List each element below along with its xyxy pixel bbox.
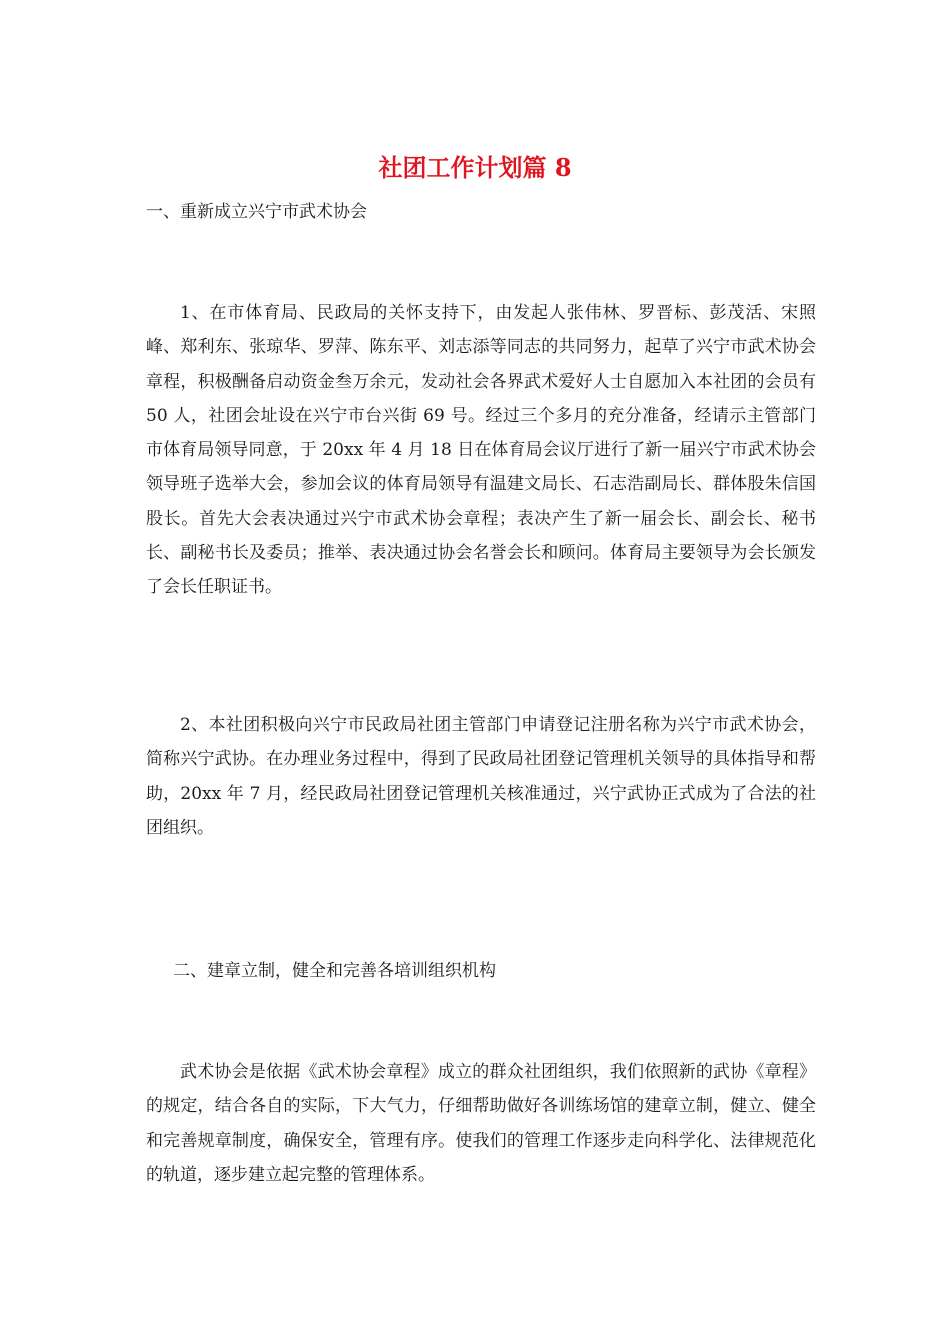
paragraph-2: 2、本社团积极向兴宁市民政局社团主管部门申请登记注册名称为兴宁市武术协会，简称兴宁武协。在办理业务过程中，得到了民政局社团登记管理机关领导的具体指导和帮助，20xx 年 7 月，经民政局社团登记管理机关核准通过，兴宁武协正式成为了合法的社团组织。 — [146, 715, 816, 838]
section-heading-1: 一、重新成立兴宁市武术协会 — [146, 202, 367, 222]
paragraph-1: 1、在市体育局、民政局的关怀支持下，由发起人张伟林、罗晋标、彭茂活、宋照峰、郑利东、张琼华、罗萍、陈东平、刘志添等同志的共同努力，起草了兴宁市武术协会章程，积极酬备启动资金叁万余元，发动社会各界武术爱好人士自愿加入本社团的会员有 50 人，社团会址设在兴宁市台兴街 69 号。经过三个多月的充分准备，经请示主管部门市体育局领导同意，于 20xx 年 4 月 18 日在体育局会议厅进行了新一届兴宁市武术协会领导班子选举大会，参加会议的体育局领导有温建文局长、石志浩副局长、群体股朱信国股长。首先大会表决通过兴宁市武术协会章程；表决产生了新一届会长、副会长、秘书长、副秘书长及委员；推举、表决通过协会名誉会长和顾问。体育局主要领导为会长颁发了会长任职证书。 — [146, 303, 816, 598]
document-title: 社团工作计划篇 8 — [378, 153, 572, 182]
paragraph-3: 武术协会是依据《武术协会章程》成立的群众社团组织，我们依照新的武协《章程》的规定，结合各自的实际，下大气力，仔细帮助做好各训练场馆的建章立制，健立、健全和完善规章制度，确保安全，管理有序。使我们的管理工作逐步走向科学化、法律规范化的轨道，逐步建立起完整的管理体系。 — [146, 1062, 816, 1185]
section-heading-2: 二、建章立制，健全和完善各培训组织机构 — [173, 961, 496, 981]
